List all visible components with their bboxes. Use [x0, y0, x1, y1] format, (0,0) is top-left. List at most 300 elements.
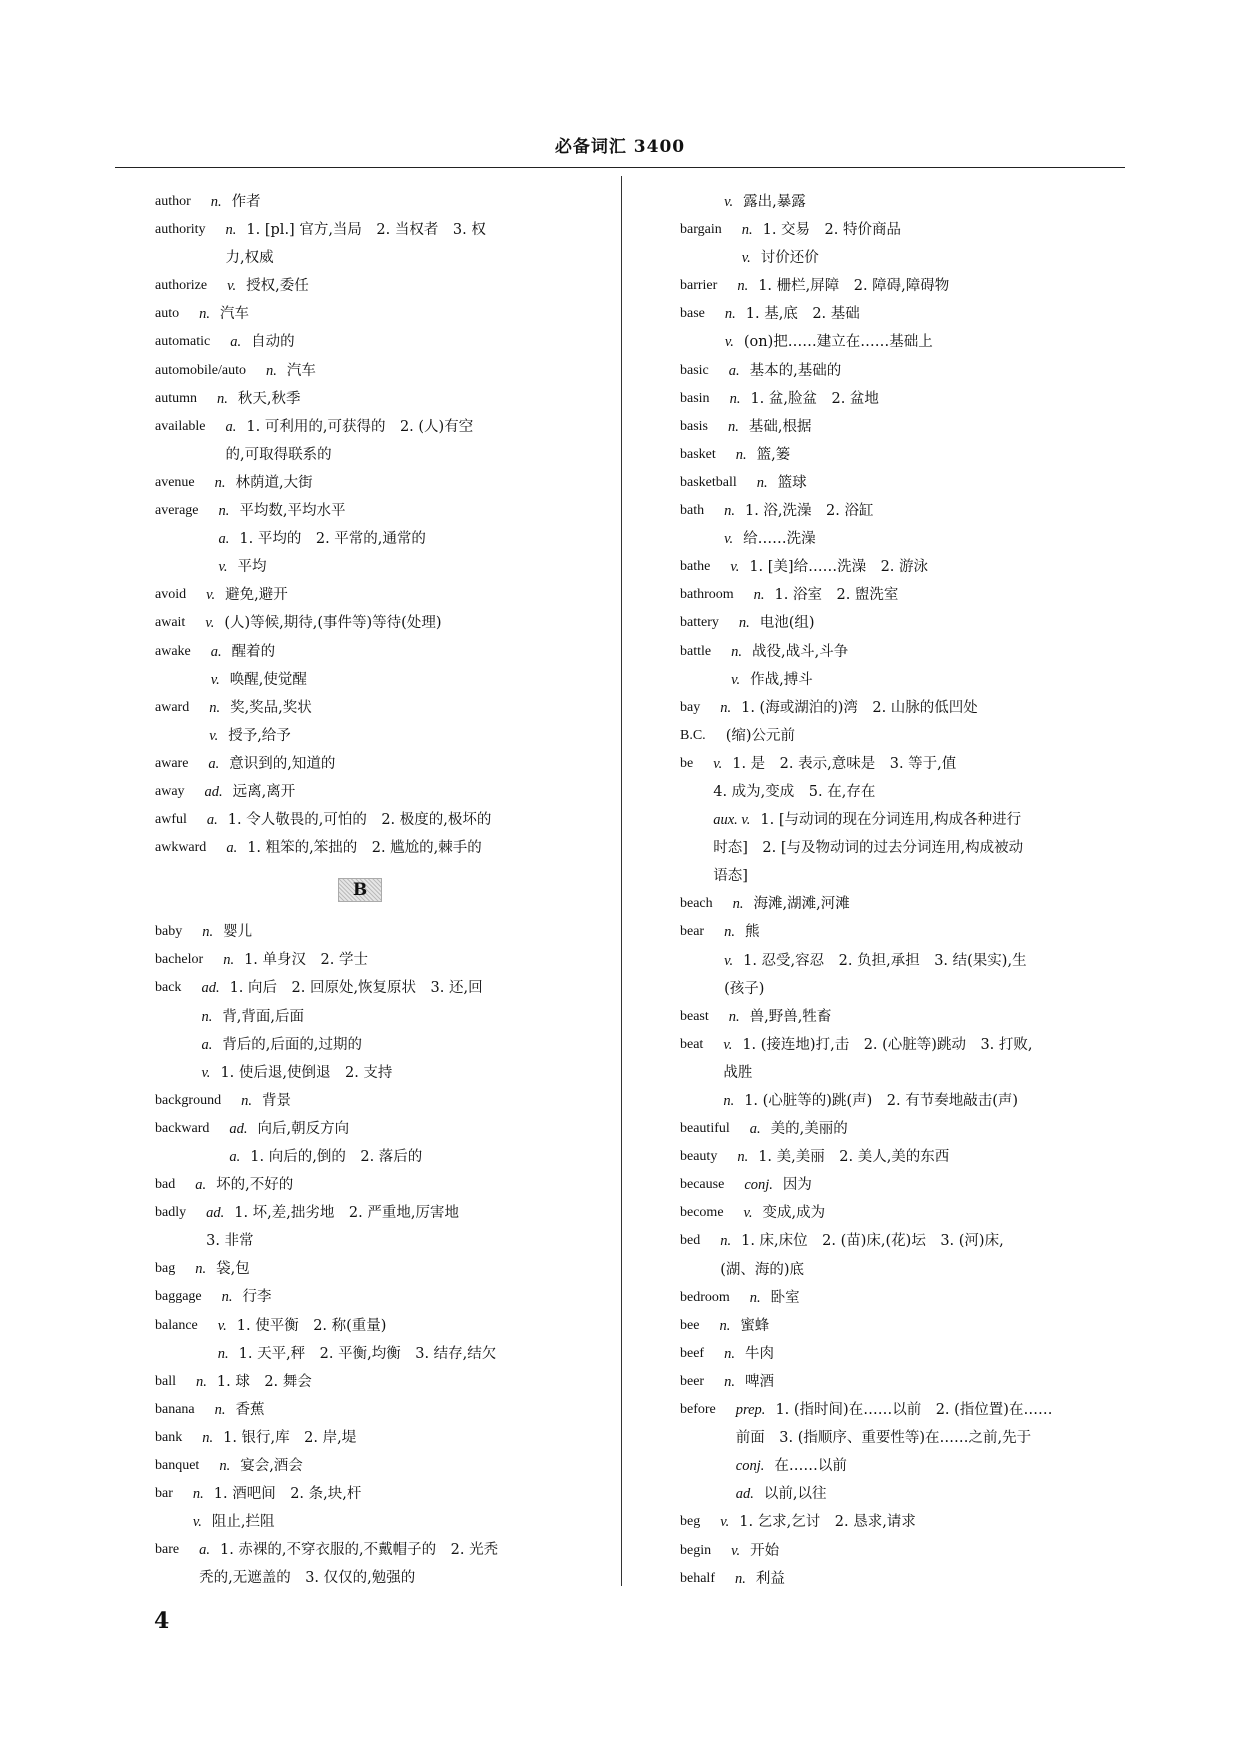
definition-text: 宴会,酒会 — [240, 1458, 303, 1475]
definition-text: 开始 — [750, 1542, 780, 1559]
definition-line — [215, 1396, 605, 1424]
definition-line — [195, 1255, 605, 1283]
definition-line — [724, 1368, 1130, 1396]
dictionary-entry — [155, 1171, 605, 1199]
definition-line — [723, 1031, 1130, 1059]
part-of-speech: n. — [196, 1373, 207, 1390]
dictionary-entry — [155, 1396, 605, 1424]
part-of-speech: n. — [210, 194, 222, 210]
definition-line — [215, 469, 605, 497]
definition-line — [195, 1171, 605, 1199]
part-of-speech: a. — [199, 1542, 210, 1559]
entry-lines — [744, 1171, 1130, 1199]
definition-text: 1. [与动词的现在分词连用,构成各种进行 — [760, 812, 1022, 829]
definition-text: 篮球 — [777, 474, 807, 491]
definition-text: 1. 坏,差,拙劣地 2. 严重地,厉害地 — [234, 1205, 459, 1222]
dictionary-entry — [680, 385, 1130, 413]
dictionary-entry — [155, 1312, 605, 1368]
page-number: 4 — [154, 1608, 170, 1634]
definition-text: 1. 是 2. 表示,意味是 3. 等于,值 — [732, 755, 957, 772]
definition-line — [219, 525, 605, 553]
headword: aware — [155, 755, 189, 771]
definition-line — [713, 806, 1130, 834]
part-of-speech: a. — [210, 643, 222, 660]
definition-text: 唤醒,使觉醒 — [229, 671, 307, 688]
definition-line — [731, 638, 1130, 666]
part-of-speech: a. — [225, 418, 237, 435]
definition-line — [193, 1508, 605, 1536]
headword: balance — [155, 1317, 198, 1333]
definition-line — [226, 413, 605, 441]
definition-text: 熊 — [744, 924, 760, 941]
part-of-speech: v. — [201, 1064, 211, 1081]
headword: beach — [680, 896, 713, 912]
entry-lines — [208, 750, 605, 778]
entry-lines — [713, 750, 1130, 890]
dictionary-entry — [155, 328, 605, 356]
definition-text: 背,背面,后面 — [222, 1008, 305, 1025]
entry-lines — [733, 890, 1130, 918]
headword: bargain — [680, 222, 722, 238]
definition-text: 篮,篓 — [756, 446, 791, 463]
dictionary-entry — [155, 385, 605, 413]
dictionary-entry — [155, 469, 605, 497]
definition-line — [724, 975, 1130, 1003]
definition-line — [229, 1143, 605, 1171]
dictionary-entry — [155, 1199, 605, 1255]
part-of-speech: v. — [217, 1317, 227, 1334]
definition-line — [733, 890, 1130, 918]
part-of-speech: n. — [753, 587, 765, 604]
definition-line — [720, 1508, 1130, 1536]
definition-line — [724, 947, 1130, 975]
definition-text: 阻止,拦阻 — [211, 1514, 275, 1531]
dictionary-entry — [155, 974, 605, 1086]
entry-lines — [229, 1115, 605, 1171]
dictionary-entry — [155, 300, 605, 328]
entry-lines — [750, 1284, 1130, 1312]
definition-line — [736, 441, 1130, 469]
headword: beast — [680, 1008, 709, 1024]
part-of-speech: a. — [229, 1149, 241, 1165]
running-head-title: 必备词汇 3400 — [554, 137, 686, 157]
part-of-speech: n. — [201, 1008, 213, 1025]
definition-text: 授权,委任 — [246, 278, 309, 295]
part-of-speech: n. — [192, 1486, 204, 1503]
dictionary-entry — [155, 1255, 605, 1283]
part-of-speech: v. — [724, 334, 734, 351]
headword: banquet — [155, 1458, 200, 1474]
dictionary-entry — [680, 1003, 1130, 1031]
dictionary-entry — [155, 778, 605, 806]
entry-lines — [735, 1565, 1130, 1593]
part-of-speech: n. — [265, 362, 277, 379]
definition-line — [209, 694, 605, 722]
definition-text: (缩)公元前 — [725, 727, 796, 744]
dictionary-entry — [155, 1452, 605, 1480]
entry-lines — [724, 497, 1130, 553]
entry-lines — [196, 1368, 605, 1396]
definition-text: 1. 使平衡 2. 称(重量) — [236, 1317, 387, 1334]
headword: beef — [680, 1345, 705, 1361]
part-of-speech: v. — [209, 727, 219, 744]
definition-line — [219, 497, 605, 525]
definition-line — [209, 722, 605, 750]
part-of-speech: conj. — [744, 1177, 773, 1194]
definition-line — [723, 1059, 1130, 1087]
entry-lines — [215, 1396, 605, 1424]
definition-text: 1. 向后的,倒的 2. 落后的 — [250, 1149, 423, 1165]
definition-text: 1. 使后退,使倒退 2. 支持 — [220, 1064, 393, 1081]
definition-text: 变成,成为 — [762, 1205, 826, 1222]
definition-line — [724, 188, 1130, 216]
definition-line — [202, 918, 605, 946]
headword: avenue — [155, 474, 195, 490]
dictionary-entry — [155, 1368, 605, 1396]
entry-lines — [218, 1312, 605, 1368]
definition-text: 利益 — [755, 1570, 785, 1587]
definition-line — [735, 1565, 1130, 1593]
entry-lines — [202, 918, 605, 946]
part-of-speech: v. — [210, 671, 220, 688]
definition-line — [193, 1480, 605, 1508]
dictionary-entry — [155, 834, 605, 862]
definition-line — [226, 244, 605, 272]
definition-text: 战役,战斗,斗争 — [751, 643, 849, 660]
definition-line — [713, 750, 1130, 778]
part-of-speech: n. — [724, 1373, 735, 1390]
definition-text: 1. 粗笨的,笨拙的 2. 尴尬的,棘手的 — [247, 840, 482, 857]
part-of-speech: v. — [724, 531, 734, 548]
part-of-speech: a. — [226, 840, 238, 857]
definition-line — [211, 666, 605, 694]
definition-line — [737, 272, 1130, 300]
part-of-speech: n. — [199, 306, 210, 323]
part-of-speech: v. — [192, 1514, 202, 1531]
entry-lines — [736, 1396, 1130, 1508]
definition-line — [226, 441, 605, 469]
dictionary-entry — [155, 188, 605, 216]
definition-line — [739, 609, 1130, 637]
part-of-speech: v. — [206, 587, 216, 604]
entry-lines — [754, 581, 1130, 609]
dictionary-entry — [155, 1115, 605, 1171]
definition-line — [199, 1536, 605, 1564]
dictionary-entry — [680, 1115, 1130, 1143]
headword: because — [680, 1177, 725, 1193]
definition-line — [724, 525, 1130, 553]
entry-lines — [723, 1031, 1130, 1115]
definition-line — [737, 1143, 1130, 1171]
part-of-speech: v. — [720, 1514, 730, 1531]
definition-text: 意识到的,知道的 — [229, 755, 336, 772]
definition-text: 1. 酒吧间 2. 条,块,杆 — [213, 1486, 362, 1503]
entry-lines — [211, 638, 605, 694]
dictionary-entry — [155, 609, 605, 637]
definition-line — [226, 834, 605, 862]
dictionary-entry — [680, 1537, 1130, 1565]
headword: bathroom — [680, 587, 734, 603]
section-letter: B — [338, 878, 382, 902]
definition-text: 1. 美,美丽 2. 美人,美的东西 — [758, 1149, 950, 1166]
definition-text: 战胜 — [723, 1064, 753, 1081]
entry-lines — [202, 1424, 605, 1452]
entry-lines — [720, 694, 1130, 722]
headword: autumn — [155, 390, 197, 406]
definition-line — [211, 638, 605, 666]
definition-line — [724, 1340, 1130, 1368]
dictionary-entry — [680, 413, 1130, 441]
definition-text: 力,权威 — [225, 250, 274, 267]
headword: beauty — [680, 1149, 718, 1165]
part-of-speech: n. — [728, 1008, 740, 1025]
part-of-speech: a. — [230, 334, 242, 351]
entry-lines — [730, 553, 1130, 581]
dictionary-entry — [155, 1087, 605, 1115]
headword: bedroom — [680, 1289, 730, 1305]
entry-lines — [227, 272, 605, 300]
dictionary-entry — [680, 1227, 1130, 1283]
dictionary-entry — [680, 1171, 1130, 1199]
part-of-speech: n. — [729, 390, 741, 407]
entry-lines — [730, 385, 1130, 413]
headword: be — [680, 755, 694, 771]
definition-line — [223, 946, 605, 974]
definition-line — [726, 722, 1130, 750]
part-of-speech: n. — [720, 699, 732, 716]
definition-line — [724, 918, 1130, 946]
dictionary-entry — [155, 946, 605, 974]
definition-text: 1. 可利用的,可获得的 2. (人)有空 — [246, 418, 474, 435]
definition-text: 以前,以往 — [763, 1486, 827, 1503]
dictionary-entry — [680, 638, 1130, 694]
headword: author — [155, 194, 191, 209]
headword: basketball — [680, 474, 737, 490]
definition-text: 前面 3. (指顺序、重要性等)在……之前,先于 — [735, 1430, 1032, 1447]
part-of-speech: n. — [735, 446, 747, 463]
part-of-speech: v. — [743, 1205, 753, 1222]
headword: awake — [155, 643, 191, 659]
headword: backward — [155, 1120, 210, 1136]
part-of-speech: a. — [749, 1121, 761, 1138]
part-of-speech: n. — [214, 474, 226, 491]
headword: bed — [680, 1233, 701, 1249]
headword: bathe — [680, 559, 711, 575]
part-of-speech: n. — [195, 1261, 207, 1278]
definition-text: 露出,暴露 — [743, 194, 806, 210]
definition-text: 平均数,平均水平 — [239, 503, 346, 520]
entry-lines — [744, 1199, 1130, 1227]
dictionary-entry — [155, 1480, 605, 1536]
definition-text: 的,可取得联系的 — [225, 446, 332, 463]
definition-text: 1. 令人敬畏的,可怕的 2. 极度的,极坏的 — [227, 812, 492, 829]
entry-lines — [750, 1115, 1130, 1143]
part-of-speech: n. — [724, 503, 735, 520]
entry-lines — [739, 609, 1130, 637]
definition-line — [218, 1312, 605, 1340]
definition-line — [227, 272, 605, 300]
definition-line — [206, 581, 605, 609]
entry-lines — [206, 581, 605, 609]
entry-lines — [223, 946, 605, 974]
definition-line — [219, 1452, 605, 1480]
headword: baby — [155, 924, 183, 940]
definition-line — [713, 862, 1130, 890]
dictionary-entry — [155, 216, 605, 272]
headword: B.C. — [680, 727, 706, 743]
dictionary-entry — [680, 1340, 1130, 1368]
headword: baggage — [155, 1289, 202, 1305]
definition-line — [736, 1424, 1130, 1452]
definition-text: 1. 平均的 2. 平常的,通常的 — [239, 531, 426, 548]
definition-line — [713, 778, 1130, 806]
definition-line — [196, 1368, 605, 1396]
definition-line — [720, 1227, 1130, 1255]
dictionary-entry — [680, 890, 1130, 918]
definition-line — [205, 778, 605, 806]
definition-text: 1. 球 2. 舞会 — [216, 1373, 312, 1390]
definition-line — [241, 1087, 605, 1115]
definition-line — [744, 1199, 1130, 1227]
definition-text: 婴儿 — [223, 924, 253, 941]
definition-line — [725, 328, 1130, 356]
right-column — [680, 188, 1130, 1593]
header-rule — [115, 167, 1125, 168]
definition-text: 蜜蜂 — [740, 1317, 770, 1334]
definition-text: 醒着的 — [231, 643, 276, 660]
dictionary-entry — [680, 1199, 1130, 1227]
headword: battle — [680, 643, 712, 659]
headword: bay — [680, 699, 701, 715]
definition-line — [731, 666, 1130, 694]
dictionary-entry — [680, 1508, 1130, 1536]
headword: away — [155, 783, 185, 799]
entry-lines — [737, 1143, 1130, 1171]
entry-lines — [726, 722, 1130, 750]
definition-line — [266, 357, 605, 385]
dictionary-entry — [680, 581, 1130, 609]
part-of-speech: n. — [734, 1570, 746, 1587]
part-of-speech: a. — [728, 362, 740, 379]
entry-lines — [199, 300, 605, 328]
definition-line — [229, 1115, 605, 1143]
headword: begin — [680, 1542, 712, 1558]
definition-line — [742, 216, 1130, 244]
part-of-speech: n. — [214, 1401, 226, 1418]
part-of-speech: v. — [741, 250, 751, 267]
part-of-speech: v. — [218, 559, 228, 576]
part-of-speech: n. — [218, 503, 230, 520]
headword: avoid — [155, 587, 187, 603]
definition-text: 1. (海或湖泊的)湾 2. 山脉的低凹处 — [741, 699, 978, 716]
definition-text: 授予,给予 — [228, 727, 291, 744]
definition-text: 袋,包 — [216, 1261, 250, 1278]
dictionary-entry — [680, 497, 1130, 553]
definition-line — [219, 553, 605, 581]
part-of-speech: n. — [221, 1289, 233, 1306]
dictionary-entry — [680, 216, 1130, 272]
definition-line — [736, 1480, 1130, 1508]
definition-line — [742, 244, 1130, 272]
definition-line — [729, 1003, 1130, 1031]
part-of-speech: n. — [728, 418, 739, 435]
dictionary-entry — [155, 918, 605, 946]
definition-text: 在……以前 — [774, 1458, 847, 1475]
headword: bar — [155, 1486, 173, 1502]
dictionary-entry — [155, 357, 605, 385]
dictionary-entry — [155, 1283, 605, 1311]
definition-text: 作者 — [231, 194, 261, 210]
headword: banana — [155, 1401, 195, 1417]
part-of-speech: aux. v. — [713, 812, 751, 829]
headword: base — [680, 306, 705, 322]
definition-text: 1. 天平,秤 2. 平衡,均衡 3. 结存,结欠 — [238, 1345, 497, 1362]
definition-text: 因为 — [782, 1177, 812, 1194]
part-of-speech: n. — [724, 306, 736, 323]
part-of-speech: n. — [720, 1233, 732, 1250]
definition-line — [218, 1340, 605, 1368]
definition-line — [199, 1564, 605, 1592]
definition-text: 给……洗澡 — [743, 531, 816, 548]
definition-text: 语态] — [713, 868, 748, 885]
definition-text: 1. 银行,库 2. 岸,堤 — [223, 1429, 357, 1446]
definition-text: 向后,朝反方向 — [257, 1120, 350, 1137]
definition-line — [719, 1312, 1130, 1340]
entry-lines — [199, 1536, 605, 1592]
entry-lines — [201, 974, 605, 1086]
definition-text: 汽车 — [219, 306, 249, 323]
definition-text: 行李 — [242, 1289, 272, 1306]
headword: automobile/auto — [155, 362, 246, 378]
definition-line — [222, 1283, 605, 1311]
dictionary-entry — [680, 1368, 1130, 1396]
headword: authority — [155, 222, 206, 238]
definition-text: 远离,离开 — [232, 783, 296, 800]
definition-text: 秃的,无遮盖的 3. 仅仅的,勉强的 — [199, 1570, 416, 1587]
entry-lines — [226, 413, 605, 469]
entry-lines — [206, 1199, 605, 1255]
headword: basket — [680, 446, 716, 462]
part-of-speech: prep. — [735, 1402, 766, 1419]
part-of-speech: a. — [206, 812, 218, 829]
definition-line — [720, 694, 1130, 722]
entry-lines — [724, 188, 1130, 216]
part-of-speech: n. — [217, 1345, 229, 1362]
definition-line — [725, 300, 1130, 328]
definition-text: 1. 赤裸的,不穿衣服的,不戴帽子的 2. 光秃 — [219, 1542, 499, 1559]
headword: back — [155, 980, 182, 996]
definition-text: 基本的,基础的 — [749, 362, 842, 379]
dictionary-entry — [680, 1143, 1130, 1171]
definition-text: 坏的,不好的 — [216, 1177, 294, 1194]
headword: bear — [680, 924, 705, 940]
headword: automatic — [155, 334, 211, 350]
definition-line — [207, 806, 605, 834]
definition-text: 1. 乞求,乞讨 2. 恳求,请求 — [739, 1514, 916, 1531]
part-of-speech: v. — [724, 194, 734, 210]
part-of-speech: ad. — [201, 980, 220, 997]
definition-text: 1. [pl.] 官方,当局 2. 当权者 3. 权 — [246, 222, 486, 239]
dictionary-entry — [680, 918, 1130, 1002]
entry-lines — [737, 272, 1130, 300]
entry-lines — [266, 357, 605, 385]
part-of-speech: n. — [732, 896, 744, 913]
definition-line — [202, 1424, 605, 1452]
definition-text: 电池(组) — [759, 615, 815, 632]
definition-line — [230, 328, 605, 356]
entry-lines — [222, 1283, 605, 1311]
headword: bath — [680, 503, 705, 519]
